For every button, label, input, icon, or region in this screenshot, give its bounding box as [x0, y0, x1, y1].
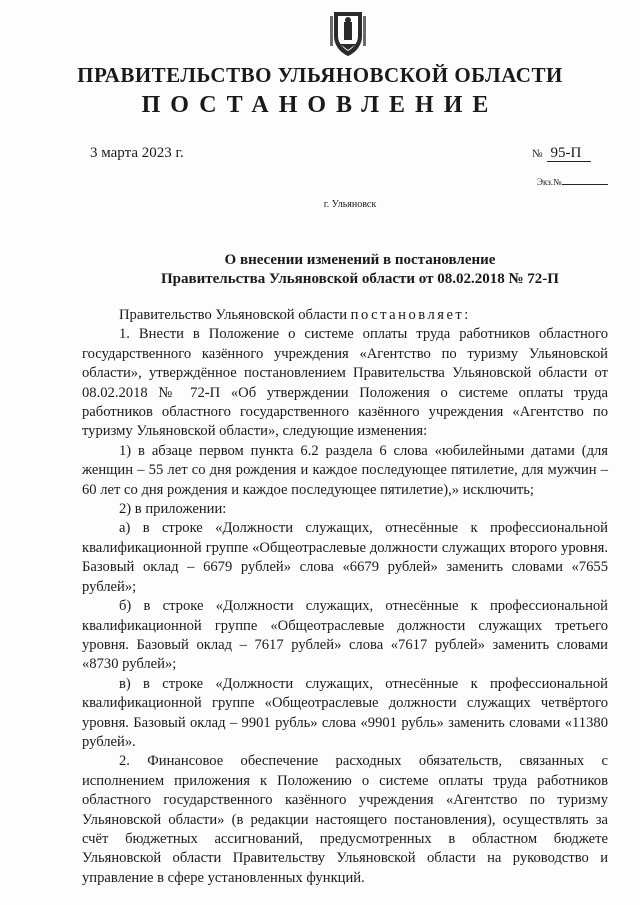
preamble-start: Правительство Ульяновской области [119, 307, 351, 323]
preamble-decree: постановляет: [350, 307, 471, 323]
paragraph-1-1: 1) в абзаце первом пункта 6.2 раздела 6 слова «юбилейными датами (для женщин – 55 лет со дня рождения и каждое последующее пятилетие, для мужчин – 60 лет со дня рождения и каждое последующее пятилетие),» исключить; [82, 442, 608, 498]
copy-line [562, 184, 608, 185]
document-type: ПОСТАНОВЛЕНИЕ [141, 92, 499, 118]
paragraph-1-2: 2) в приложении: [119, 501, 227, 518]
paragraph-1-2-c: в) в строке «Должности служащих, отнесённые к профессиональной квалификационной группе «Общеотраслевые должности служащих четвёртого уровня. Базовый оклад – 9901 рубль» слова «9901 рубль» заменить словами «11380 рублей». [82, 675, 608, 750]
copy-label: Экз.№ [537, 177, 562, 187]
paragraph-2: 2. Финансовое обеспечение расходных обязательств, связанных с исполнением приложения к Положению о системе оплаты труда работников областного государственного казённого учреждения «Агентство по туризму Ульяновской области» (в редакции настоящего постановления), осуществлять за счёт бюджетных ассигнований, предусмотренных в областном бюджете Ульяновской области Правительству Ульяновской области на руководство и управление в сфере установленных функций. [82, 753, 608, 886]
paragraph-1-2-a: а) в строке «Должности служащих, отнесённые к профессиональной квалификационной группе «Общеотраслевые должности служащих второго уровня. Базовый оклад – 6679 рублей» слова «6679 рублей» заменить словами «7655 рублей»; [82, 520, 608, 595]
document-date: 3 марта 2023 г. [90, 145, 184, 161]
preamble [82, 306, 608, 325]
subject-line-1: О внесении изменений в постановление [224, 252, 496, 268]
subject-line-2: Правительства Ульяновской области от 08.02.2018 № 72-П [161, 271, 559, 287]
city: г. Ульяновск [323, 199, 377, 210]
document-body [82, 306, 608, 888]
copy-number [537, 177, 608, 187]
document-subject [80, 251, 640, 289]
paragraph-1-2-b: б) в строке «Должности служащих, отнесённые к профессиональной квалификационной группе «Общеотраслевые должности служащих третьего уровня. Базовый оклад – 7617 рублей» слова «7617 рублей» заменить словами «8730 рублей»; [82, 598, 608, 673]
document-number [532, 145, 591, 162]
number-value: 95-П [547, 145, 592, 162]
paragraph-1: 1. Внести в Положение о системе оплаты труда работников областного государственного казённого учреждения «Агентство по туризму Ульяновской области», утверждённое постановлением Правительства Ульяновской области от 08.02.2018 № 72-П «Об утверждении Положения о системе оплаты труда работников областного государственного казённого учреждения «Агентство по туризму Ульяновской области», следующие изменения: [82, 326, 608, 440]
number-label: № [532, 148, 543, 160]
coat-of-arms-icon [330, 10, 366, 58]
government-title: ПРАВИТЕЛЬСТВО УЛЬЯНОВСКОЙ ОБЛАСТИ [77, 63, 563, 87]
